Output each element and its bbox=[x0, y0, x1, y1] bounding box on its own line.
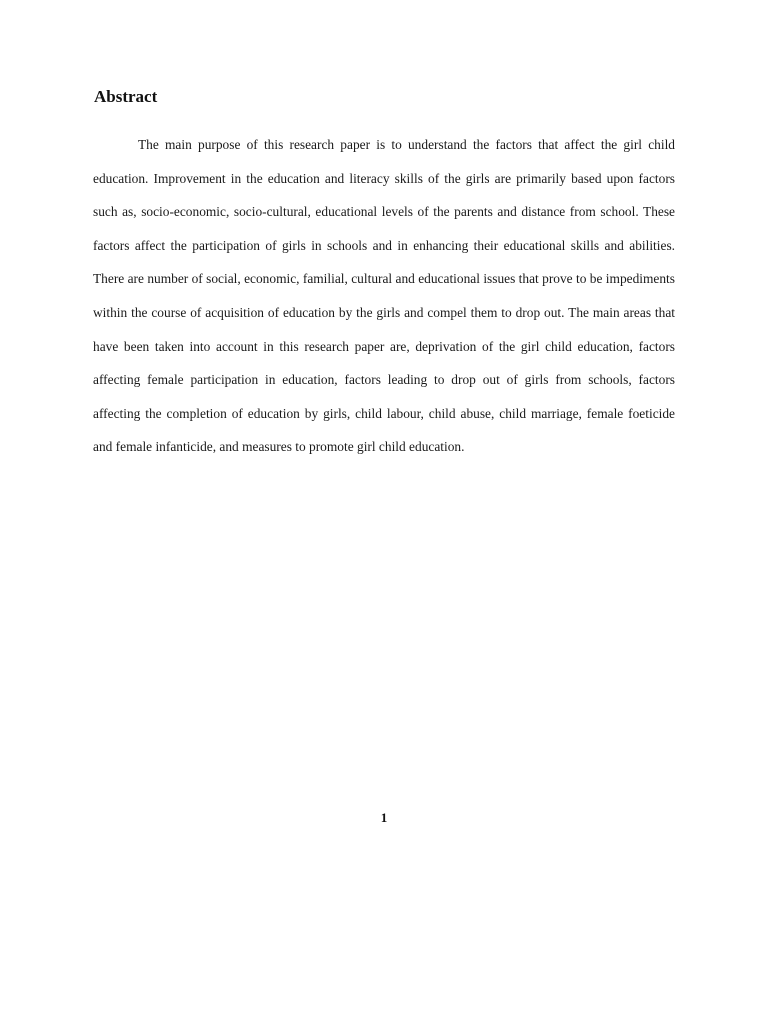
section-heading: Abstract bbox=[94, 87, 158, 106]
abstract-paragraph: The main purpose of this research paper is to understand the factors that affect the girl child education. Improvement in the education and literacy skills of the girls are primarily based upon factors such as, socio-economic, socio-cultural, educational levels of the parents and distance from school. These factors affect the participation of girls in schools and in enhancing their educational skills and abilities. There are number of social, economic, familial, cultural and educational issues that prove to be impediments within the course of acquisition of education by the girls and compel them to drop out. The main areas that have been taken into account in this research paper are, deprivation of the girl child education, factors affecting female participation in education, factors leading to drop out of girls from schools, factors affecting the completion of education by girls, child labour, child abuse, child marriage, female foeticide and female infanticide, and measures to promote girl child education. bbox=[93, 137, 675, 455]
page-number: 1 bbox=[380, 810, 388, 825]
